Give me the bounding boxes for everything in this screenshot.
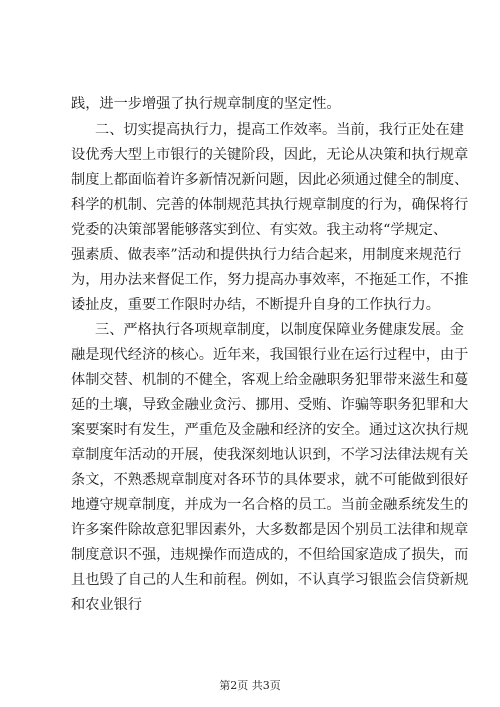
paragraph-line: 案要案时有发生，严重危及金融和经济的安全。通过这次执行规 [71, 422, 469, 438]
paragraph-line: 强素质、做表率”活动和提供执行力结合起来，用制度来规范行 [71, 247, 462, 263]
paragraph-line: 二、切实提高执行力，提高工作效率。当前，我行正处在建 [95, 122, 464, 138]
paragraph-line: 条文，不熟悉规章制度对各环节的具体要求，就不可能做到很好 [71, 472, 469, 488]
paragraph-line: 为，用办法来督促工作，努力提高办事效率，不拖延工作，不推 [71, 272, 469, 288]
paragraph-line: 体制交替、机制的不健全，客观上给金融职务犯罪带来滋生和蔓 [71, 372, 469, 388]
paragraph-line: 和农业银行 [71, 597, 142, 613]
paragraph-line: 三、严格执行各项规章制度，以制度保障业务健康发展。金 [95, 322, 464, 338]
paragraph-line: 地遵守规章制度，并成为一名合格的员工。当前金融系统发生的 [71, 497, 469, 513]
paragraph-line: 融是现代经济的核心。近年来，我国银行业在运行过程中，由于 [71, 347, 469, 363]
paragraph-line: 许多案件除故意犯罪因素外，大多数都是因个别员工法律和规章 [71, 522, 469, 538]
paragraph-line: 章制度年活动的开展，使我深刻地认识到，不学习法律法规有关 [71, 447, 469, 463]
paragraph-line: 科学的机制、完善的体制规范其执行规章制度的行为，确保将行 [71, 197, 469, 213]
paragraph-line: 设优秀大型上市银行的关键阶段，因此，无论从决策和执行规章 [71, 147, 469, 163]
paragraph-line: 制度上都面临着许多新情况新问题，因此必须通过健全的制度、 [71, 172, 469, 188]
paragraph-line: 延的土壤，导致金融业贪污、挪用、受贿、诈骗等职务犯罪和大 [71, 397, 469, 413]
paragraph-line: 党委的决策部署能够落实到位、有实效。我主动将“学规定、 [71, 222, 448, 238]
page-number: 第2页 共3页 [219, 679, 281, 692]
paragraph-line: 且也毁了自己的人生和前程。例如，不认真学习银监会信贷新规 [71, 572, 469, 588]
paragraph-line: 践，进一步增强了执行规章制度的坚定性。 [71, 96, 341, 112]
paragraph-line: 制度意识不强，违规操作而造成的，不但给国家造成了损失，而 [71, 547, 469, 563]
paragraph-line: 诿扯皮，重要工作限时办结，不断提升自身的工作执行力。 [71, 297, 440, 313]
